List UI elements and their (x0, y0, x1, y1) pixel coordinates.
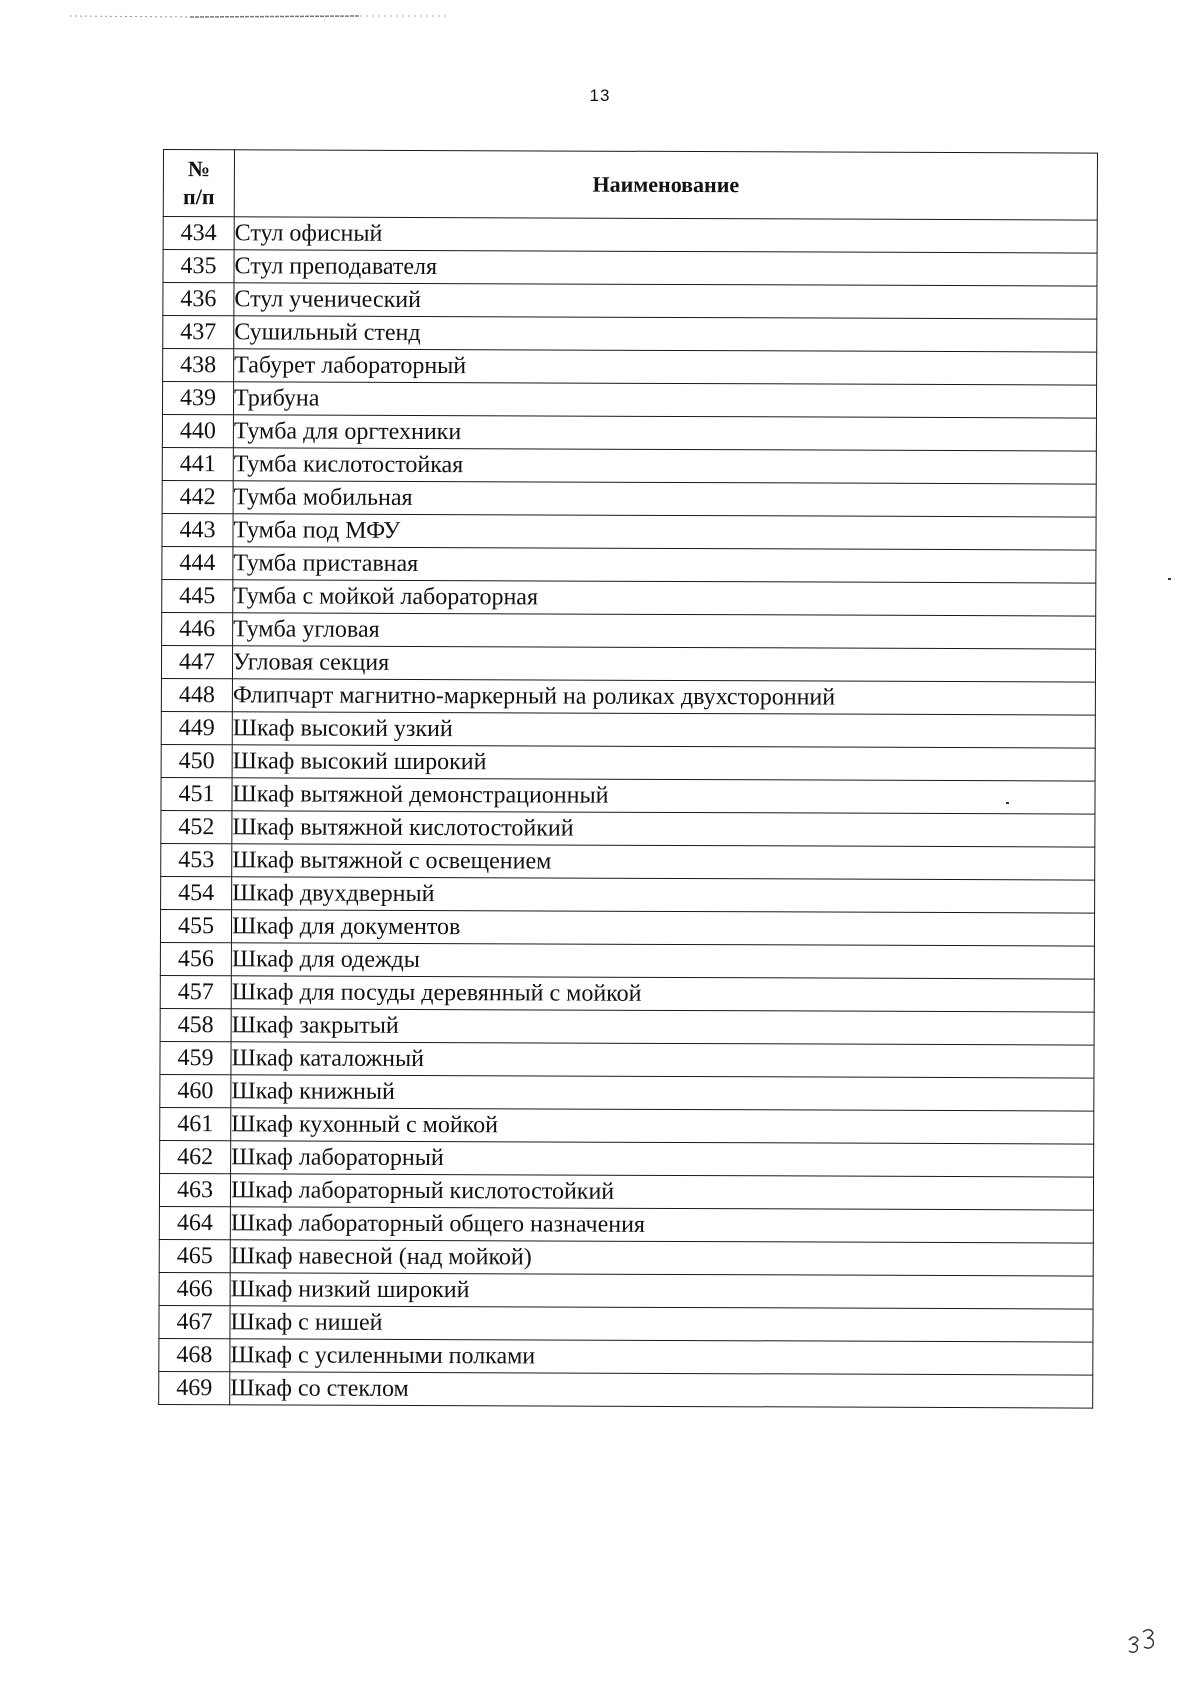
table-body (159, 217, 1098, 1409)
row-number: 445 (162, 579, 233, 612)
scan-artifact (70, 14, 470, 20)
row-name: Шкаф низкий широкий (230, 1273, 1093, 1309)
table-row (161, 645, 1095, 682)
row-number: 454 (161, 876, 232, 909)
table-row (161, 744, 1095, 781)
table-row (159, 1338, 1093, 1375)
table-row (161, 843, 1095, 880)
table-row (162, 612, 1096, 649)
row-name: Шкаф вытяжной кислотостойкий (232, 811, 1095, 847)
row-name: Тумба с мойкой лабораторная (233, 580, 1096, 616)
table-row (160, 1074, 1094, 1111)
table-row (159, 1239, 1093, 1276)
table-row (160, 1041, 1094, 1078)
row-number: 464 (159, 1206, 230, 1239)
row-name: Шкаф навесной (над мойкой) (230, 1240, 1093, 1276)
table-row (159, 1206, 1093, 1243)
row-number: 439 (162, 382, 233, 415)
row-number: 446 (162, 612, 233, 645)
page-number: 13 (589, 86, 611, 105)
header-number (163, 150, 234, 217)
row-number: 469 (159, 1371, 230, 1404)
table-row (162, 546, 1096, 583)
row-name: Шкаф для одежды (231, 943, 1094, 979)
row-name: Тумба под МФУ (233, 514, 1096, 550)
row-number: 452 (161, 810, 232, 843)
row-number: 442 (162, 480, 233, 513)
row-number: 465 (159, 1239, 230, 1272)
row-number: 450 (161, 744, 232, 777)
table-row (160, 1107, 1094, 1144)
row-name: Шкаф лабораторный (231, 1141, 1094, 1177)
row-name: Шкаф кухонный с мойкой (231, 1108, 1094, 1144)
row-number: 435 (163, 250, 234, 283)
row-number: 466 (159, 1272, 230, 1305)
row-number: 453 (161, 843, 232, 876)
table-row (162, 382, 1096, 419)
row-number: 460 (160, 1074, 231, 1107)
table-row (163, 283, 1097, 320)
table-row (160, 975, 1094, 1012)
row-name: Шкаф для посуды деревянный с мойкой (231, 976, 1094, 1012)
row-name: Шкаф высокий узкий (232, 712, 1095, 748)
row-name: Шкаф вытяжной с освещением (232, 844, 1095, 880)
row-number: 461 (160, 1107, 231, 1140)
row-number: 443 (162, 513, 233, 546)
row-name: Шкаф каталожный (231, 1042, 1094, 1078)
row-number: 458 (160, 1008, 231, 1041)
table-row (159, 1272, 1093, 1309)
table-header-row (163, 150, 1097, 221)
table-row (163, 217, 1097, 254)
row-number: 467 (159, 1305, 230, 1338)
row-name: Табурет лабораторный (234, 349, 1097, 385)
table-row (162, 480, 1096, 517)
scan-speck (1168, 578, 1171, 580)
scan-speck (1006, 802, 1009, 804)
table-row (162, 414, 1096, 451)
row-number: 441 (162, 447, 233, 480)
row-name: Шкаф закрытый (231, 1009, 1094, 1045)
table-row (160, 909, 1094, 946)
row-number: 462 (160, 1140, 231, 1173)
table-row (162, 579, 1096, 616)
row-number: 438 (163, 349, 234, 382)
row-name: Стул офисный (234, 217, 1097, 253)
row-name: Угловая секция (232, 646, 1095, 682)
table-row (161, 876, 1095, 913)
row-name: Тумба кислотостойкая (233, 448, 1096, 484)
row-number: 448 (161, 678, 232, 711)
row-number: 436 (163, 283, 234, 316)
table-row (159, 1305, 1093, 1342)
table-row (161, 777, 1095, 814)
row-number: 463 (159, 1173, 230, 1206)
row-name: Тумба приставная (233, 547, 1096, 583)
row-name: Тумба для оргтехники (233, 415, 1096, 451)
row-name: Стул ученический (234, 283, 1097, 319)
table-row (163, 250, 1097, 287)
row-name: Шкаф лабораторный общего назначения (230, 1207, 1093, 1243)
items-table (158, 149, 1098, 1409)
row-number: 457 (160, 975, 231, 1008)
row-name: Шкаф с усиленными полками (230, 1339, 1093, 1375)
row-name: Флипчарт магнитно-маркерный на роликах двухсторонний (232, 679, 1095, 715)
table-row (162, 447, 1096, 484)
row-name: Шкаф вытяжной демонстрационный (232, 778, 1095, 814)
table-row (162, 513, 1096, 550)
table-row (159, 1173, 1093, 1210)
row-number: 449 (161, 711, 232, 744)
row-number: 456 (160, 942, 231, 975)
row-number: 434 (163, 217, 234, 250)
row-number: 468 (159, 1338, 230, 1371)
row-number: 444 (162, 546, 233, 579)
table-row (163, 349, 1097, 386)
row-name: Шкаф лабораторный кислотостойкий (230, 1174, 1093, 1210)
row-name: Стул преподавателя (234, 250, 1097, 286)
row-number: 437 (163, 316, 234, 349)
row-number: 447 (161, 645, 232, 678)
table-row (159, 1371, 1093, 1408)
row-name: Шкаф высокий широкий (232, 745, 1095, 781)
table-row (160, 942, 1094, 979)
table-row (161, 678, 1095, 715)
row-name: Шкаф книжный (231, 1075, 1094, 1111)
table-row (163, 316, 1097, 353)
row-name: Шкаф для документов (231, 910, 1094, 946)
row-number: 440 (162, 414, 233, 447)
header-name: Наименование (234, 150, 1097, 220)
row-number: 455 (160, 909, 231, 942)
table-row (160, 1008, 1094, 1045)
header-number-sign: № (187, 156, 211, 182)
handwritten-page-number (1125, 1626, 1165, 1656)
table-row (160, 1140, 1094, 1177)
table-row (161, 810, 1095, 847)
row-name: Тумба угловая (233, 613, 1096, 649)
row-name: Шкаф двухдверный (232, 877, 1095, 913)
row-name: Сушильный стенд (234, 316, 1097, 352)
row-number: 459 (160, 1041, 231, 1074)
row-number: 451 (161, 777, 232, 810)
row-name: Шкаф со стеклом (230, 1372, 1093, 1408)
row-name: Шкаф с нишей (230, 1306, 1093, 1342)
row-name: Тумба мобильная (233, 481, 1096, 517)
table-row (161, 711, 1095, 748)
row-name: Трибуна (233, 382, 1096, 418)
header-number-abbr: п/п (183, 184, 215, 210)
